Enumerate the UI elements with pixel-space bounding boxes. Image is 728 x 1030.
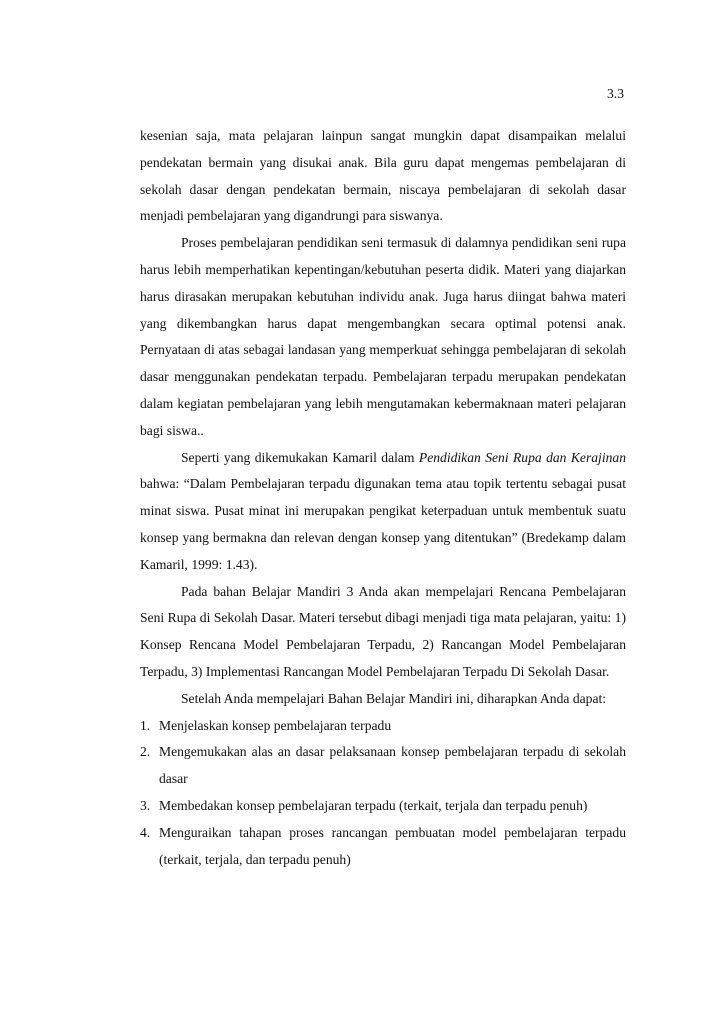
- list-item-number: 3.: [140, 797, 151, 813]
- paragraph-3: [140, 445, 626, 579]
- list-item: [140, 713, 626, 740]
- list-item-text: Menguraikan tahapan proses rancangan pembuatan model pembelajaran terpadu (terkait, terjala, dan terpadu penuh): [159, 824, 626, 867]
- list-item-text: Menjelaskan konsep pembelajaran terpadu: [159, 717, 392, 733]
- list-item-number: 1.: [140, 717, 151, 733]
- list-item-text: Mengemukakan alas an dasar pelaksanaan konsep pembelajaran terpadu di sekolah dasar: [159, 744, 626, 787]
- list-item: [140, 739, 626, 793]
- objectives-list: [140, 713, 626, 874]
- body-text: [140, 123, 626, 873]
- book-title: Pendidikan Seni Rupa dan Kerajinan: [418, 449, 626, 465]
- paragraph-1: kesenian saja, mata pelajaran lainpun sangat mungkin dapat disampaikan melalui pendekatan bermain yang disukai anak. Bila guru dapat mengemas pembelajaran di sekolah dasar dengan pendekatan bermain, niscaya pembelajaran di sekolah dasar menjadi pembelajaran yang digandrungi para siswanya.: [140, 128, 626, 224]
- list-item: [140, 820, 626, 874]
- paragraph-4: Pada bahan Belajar Mandiri 3 Anda akan mempelajari Rencana Pembelajaran Seni Rupa di Sekolah Dasar. Materi tersebut dibagi menjadi tiga mata pelajaran, yaitu: 1) Konsep Rencana Model Pembelajaran Terpadu, 2) Rancangan Model Pembelajaran Terpadu, 3) Implementasi Rancangan Model Pembelajaran Terpadu Di Sekolah Dasar.: [140, 583, 626, 679]
- page-number: 3.3: [607, 86, 624, 101]
- list-item-number: 2.: [140, 744, 151, 760]
- paragraph-3-quote: bahwa: “Dalam Pembelajaran terpadu digunakan tema atau topik tertentu sebagai pusat minat siswa. Pusat minat ini merupakan pengikat keterpaduan untuk membentuk suatu konsep yang bermakna dan relevan dengan konsep yang ditentukan” (Bredekamp dalam Kamaril, 1999: 1.43).: [140, 476, 626, 572]
- paragraph-2: Proses pembelajaran pendidikan seni termasuk di dalamnya pendidikan seni rupa harus lebih memperhatikan kepentingan/kebutuhan peserta didik. Materi yang diajarkan harus dirasakan merupakan kebutuhan individu anak. Juga harus diingat bahwa materi yang dikembangkan harus dapat mengembangkan secara optimal potensi anak. Pernyataan di atas sebagai landasan yang memperkuat sehingga pembelajaran di sekolah dasar menggunakan pendekatan terpadu. Pembelajaran terpadu merupakan pendekatan dalam kegiatan pembelajaran yang lebih mengutamakan kebermaknaan materi pelajaran bagi siswa..: [140, 235, 626, 438]
- paragraph-5: Setelah Anda mempelajari Bahan Belajar Mandiri ini, diharapkan Anda dapat:: [181, 690, 607, 706]
- paragraph-3-intro: Seperti yang dikemukakan Kamaril dalam: [181, 449, 419, 465]
- list-item: [140, 793, 626, 820]
- list-item-text: Membedakan konsep pembelajaran terpadu (terkait, terjala dan terpadu penuh): [159, 797, 588, 813]
- list-item-number: 4.: [140, 824, 151, 840]
